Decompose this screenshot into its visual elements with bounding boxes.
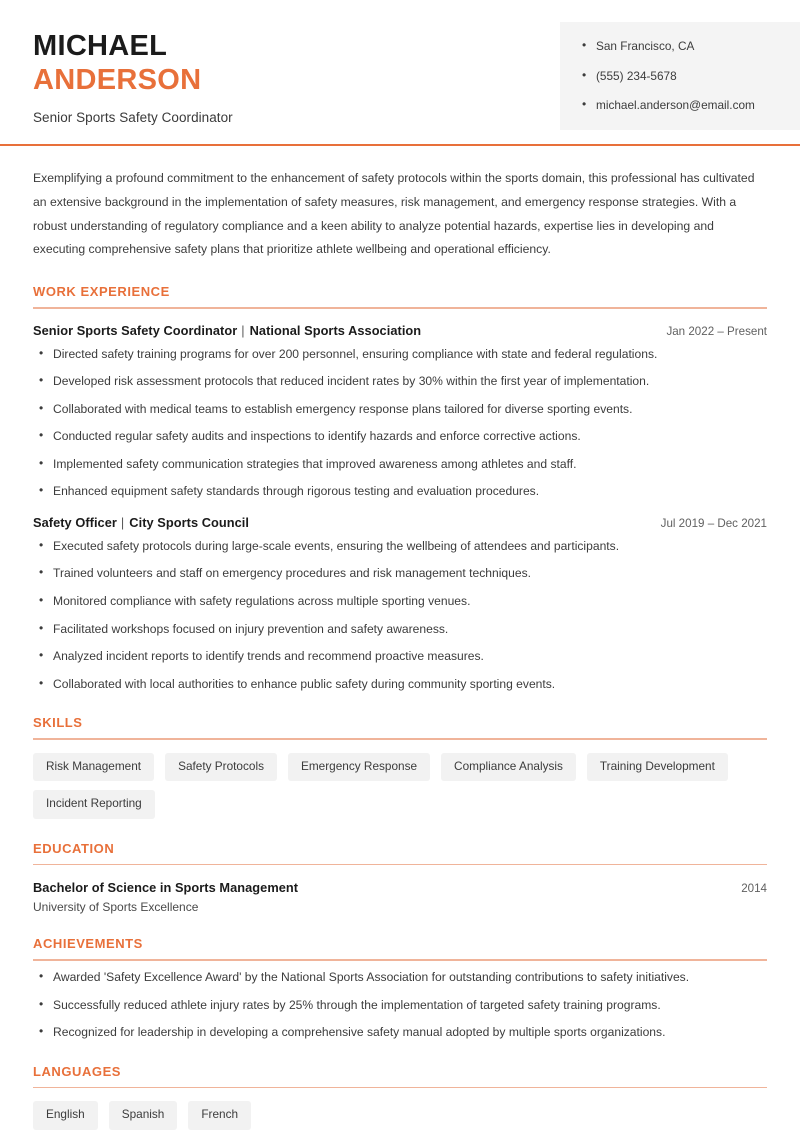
bullet-item: • Collaborated with local authorities to enhance public safety during community sporting events. (33, 676, 767, 694)
skill-chip: Safety Protocols (165, 753, 277, 782)
section-work-experience (33, 284, 767, 693)
section-title-work-experience: WORK EXPERIENCE (33, 284, 170, 300)
experience-title-line (33, 323, 421, 338)
bullet-item: • Facilitated workshops focused on injury prevention and safety awareness. (33, 621, 767, 639)
experience-bullets (33, 346, 767, 501)
resume-header (0, 0, 800, 133)
section-title-education: EDUCATION (33, 840, 115, 856)
experience-bullets (33, 538, 767, 693)
last-name: ANDERSON (33, 63, 202, 96)
education-year: 2014 (741, 882, 767, 896)
bullet-item: • Executed safety protocols during large-scale events, ensuring the wellbeing of attendees and participants. (33, 538, 767, 556)
skill-chip: Incident Reporting (33, 790, 155, 819)
title-separator: | (241, 322, 245, 338)
bullet-item: • Directed safety training programs for over 200 personnel, ensuring compliance with state and federal regulations. (33, 346, 767, 364)
bullet-item: • Implemented safety communication strategies that improved awareness among athletes and staff. (33, 456, 767, 474)
language-chip: French (188, 1101, 251, 1130)
experience-entry-header (33, 515, 767, 530)
experience-role: Senior Sports Safety Coordinator (33, 322, 238, 338)
section-skills (33, 715, 767, 819)
language-chip: Spanish (109, 1101, 178, 1130)
experience-role: Safety Officer (33, 514, 117, 530)
education-degree: Bachelor of Science in Sports Management (33, 880, 299, 896)
bullet-item: • Trained volunteers and staff on emergency procedures and risk management techniques. (33, 565, 767, 583)
section-achievements (33, 936, 767, 1041)
bullet-item: • Recognized for leadership in developing a comprehensive safety manual adopted by multiple sports organizations. (33, 1024, 767, 1042)
header-divider (0, 144, 800, 146)
bullet-item: • Collaborated with medical teams to establish emergency response plans tailored for diverse sporting events. (33, 401, 767, 419)
section-rule (33, 1087, 767, 1089)
section-languages (33, 1064, 767, 1130)
bullet-item: • Successfully reduced athlete injury rates by 25% through the implementation of targeted safety training programs. (33, 997, 767, 1015)
title-separator: | (120, 514, 125, 530)
experience-entry (33, 515, 767, 693)
skills-chip-list (33, 753, 767, 819)
contact-phone[interactable]: • (555) 234-5678 (582, 68, 800, 85)
bullet-item: • Enhanced equipment safety standards through rigorous testing and evaluation procedures. (33, 483, 767, 501)
experience-date: Jan 2022 – Present (666, 324, 767, 338)
experience-entry-header (33, 323, 767, 338)
experience-title-line (33, 515, 249, 530)
section-rule (33, 738, 767, 740)
bullet-item: • Developed risk assessment protocols that reduced incident rates by 30% within the first year of implementation. (33, 373, 767, 391)
language-chip: English (33, 1101, 98, 1130)
experience-date: Jul 2019 – Dec 2021 (660, 516, 767, 530)
education-entry (33, 880, 767, 914)
first-name: MICHAEL (33, 30, 168, 62)
section-rule (33, 959, 767, 961)
education-entry-header (33, 880, 767, 895)
contact-email[interactable]: • michael.anderson@email.com (582, 97, 800, 114)
contact-location: • San Francisco, CA (582, 38, 800, 55)
section-rule (33, 864, 767, 866)
header-identity (0, 22, 560, 125)
experience-company: City Sports Council (129, 514, 249, 530)
section-title-languages: LANGUAGES (33, 1063, 122, 1079)
languages-chip-list (33, 1101, 767, 1130)
header-job-title: Senior Sports Safety Coordinator (33, 109, 233, 125)
education-school: University of Sports Excellence (33, 900, 199, 915)
bullet-item: • Analyzed incident reports to identify trends and recommend proactive measures. (33, 648, 767, 666)
bullet-item: • Awarded 'Safety Excellence Award' by the National Sports Association for outstanding contributions to safety initiatives. (33, 969, 767, 987)
bullet-item: • Monitored compliance with safety regulations across multiple sporting venues. (33, 593, 767, 611)
section-rule (33, 307, 767, 309)
skill-chip: Risk Management (33, 753, 154, 782)
experience-entry (33, 323, 767, 501)
experience-company: National Sports Association (249, 322, 422, 338)
achievements-list (33, 969, 767, 1042)
contact-info-box (560, 22, 800, 130)
skill-chip: Training Development (587, 753, 728, 782)
resume-content (0, 167, 800, 1130)
section-title-achievements: ACHIEVEMENTS (33, 936, 143, 952)
professional-summary: Exemplifying a profound commitment to the enhancement of safety protocols within the sports domain, this professional has cultivated an extensive background in the implementation of safety measures, risk management, and emergency response strategies. With a robust understanding of regulatory compliance and a keen ability to analyze potential hazards, expertise lies in developing and executing comprehensive safety plans that prioritize athlete wellbeing and operational efficiency. (33, 171, 755, 257)
section-title-skills: SKILLS (33, 715, 83, 731)
bullet-item: • Conducted regular safety audits and inspections to identify hazards and enforce corrective actions. (33, 428, 767, 446)
skill-chip: Compliance Analysis (441, 753, 576, 782)
skill-chip: Emergency Response (288, 753, 430, 782)
section-education (33, 841, 767, 915)
